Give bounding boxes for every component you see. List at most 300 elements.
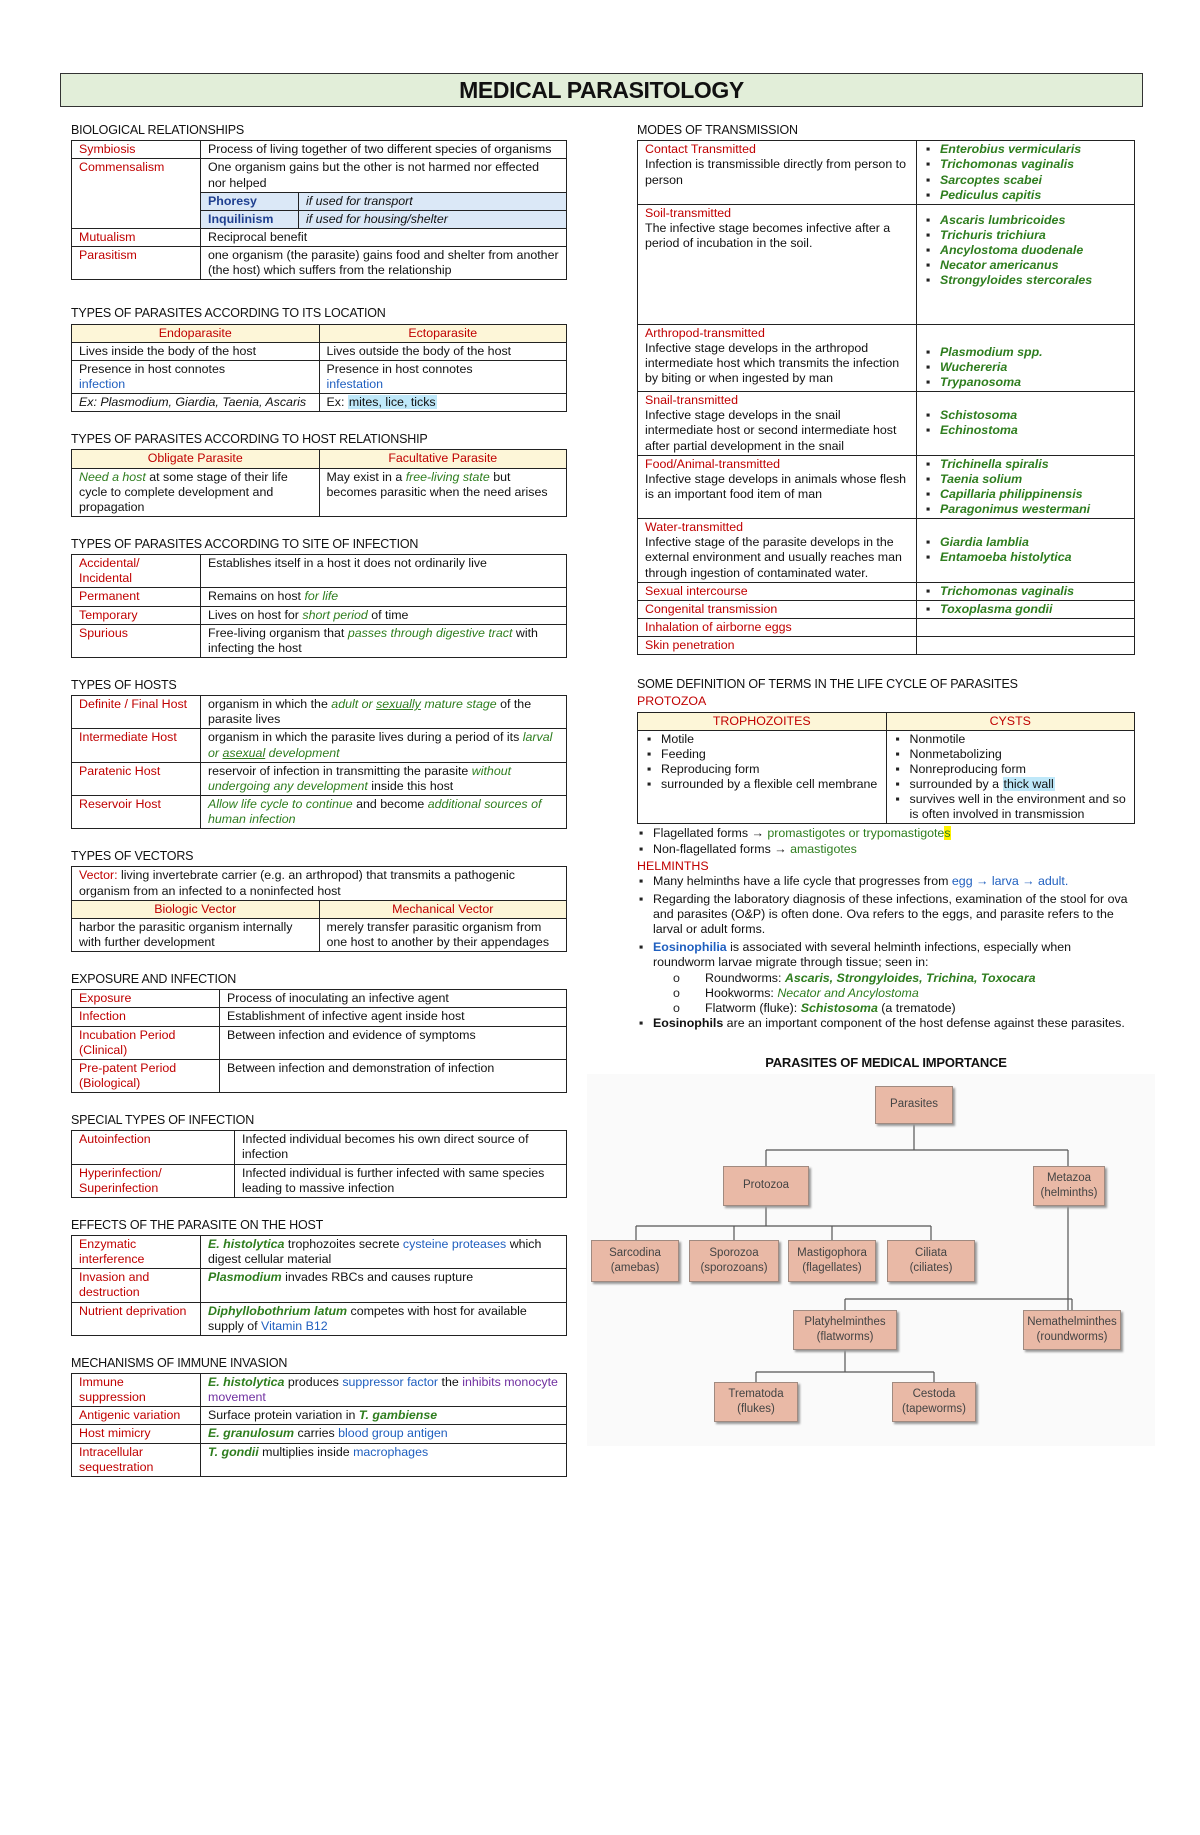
mode-cell [638, 204, 917, 324]
definition [201, 588, 567, 606]
mode-cell [638, 455, 917, 519]
text: Eosinophilia [653, 940, 727, 955]
text: asexual [222, 745, 266, 760]
column-header: TROPHOZOITES [638, 712, 887, 730]
term: Pre-patent Period (Biological) [72, 1059, 220, 1092]
cell [886, 730, 1135, 824]
text: Vector: [79, 868, 118, 883]
mode-term: Snail-transmitted [645, 393, 738, 408]
text: infestation [326, 376, 383, 391]
text: Free-living organism that [208, 625, 345, 640]
text: cysteine proteases [402, 1237, 507, 1251]
text: trophozoites secrete [287, 1237, 400, 1251]
text: Ascaris, Strongyloides, Trichina, Toxocara [784, 970, 1036, 985]
organism: ▪ Toxoplasma gondii [924, 602, 1127, 617]
forms-list [637, 826, 1135, 856]
node-label: Parasites [890, 1098, 938, 1111]
mode-term: Soil-transmitted [645, 205, 732, 220]
term: Autoinfection [72, 1131, 235, 1164]
text: infection [79, 376, 126, 391]
cell: Ex: Plasmodium, Giardia, Taenia, Ascaris [72, 394, 320, 412]
text: Presence in host connotes [326, 361, 473, 376]
text: Eosinophils [653, 1015, 724, 1030]
organism: ▪ Ancylostoma duodenale [924, 243, 1127, 258]
text: T. gambiense [358, 1408, 438, 1423]
column-header: Obligate Parasite [72, 450, 320, 468]
node-parasites [875, 1086, 953, 1124]
mode-term: Food/Animal-transmitted [645, 456, 780, 471]
mode-term: Skin penetration [638, 637, 917, 655]
section-heading: MECHANISMS OF IMMUNE INVASION [71, 1355, 288, 1370]
column-header: Facultative Parasite [319, 450, 567, 468]
list-item: ▪ survives well in the environment and so is often involved in transmission [894, 792, 1128, 822]
term: Symbiosis [72, 141, 201, 159]
modes-of-transmission-table [637, 140, 1135, 655]
definition: Infected individual becomes his own direct source of infection [235, 1131, 567, 1164]
helminth-list [637, 874, 1135, 1031]
node-label: (flukes) [737, 1402, 775, 1415]
mode-def: The infective stage becomes infective after a period of incubation in the soil. [645, 220, 891, 250]
term: Accidental/ Incidental [72, 555, 201, 588]
node-label: Mastigophora [797, 1246, 867, 1259]
text: (a trematode) [881, 1000, 956, 1015]
subheading: PROTOZOA [637, 694, 707, 709]
organism-cell [917, 204, 1135, 324]
text: free-living state [405, 469, 490, 484]
text: but becomes parasitic when the need arises [326, 469, 548, 499]
organism: ▪ Ascaris lumbricoides [924, 213, 1127, 228]
definition [201, 606, 567, 624]
section-heading: MODES OF TRANSMISSION [637, 123, 798, 137]
organism-cell [917, 637, 1135, 655]
definition [201, 1236, 567, 1269]
text: development [268, 745, 340, 760]
cell [319, 360, 567, 393]
text: May exist in a [326, 469, 403, 484]
definition [201, 1269, 567, 1302]
text: Need a host [79, 469, 146, 484]
text: produces [287, 1375, 339, 1389]
node-label: (tapeworms) [902, 1402, 966, 1415]
node-label: (flagellates) [802, 1261, 862, 1274]
definition: Establishment of infective agent inside host [220, 1008, 567, 1026]
term: Permanent [72, 588, 201, 606]
cell [638, 730, 887, 824]
section-heading: EXPOSURE AND INFECTION [71, 972, 237, 986]
text: reservoir of infection in transmitting the parasite [208, 763, 469, 778]
text: amastigotes [790, 841, 857, 856]
list-item: ▪ Feeding [645, 747, 879, 762]
organism: ▪ Schistosoma [924, 408, 1127, 423]
column-header: CYSTS [886, 712, 1135, 730]
node-trematoda [714, 1382, 798, 1422]
cell [72, 360, 320, 393]
text: inside this host [371, 778, 454, 793]
text: Schistosoma [800, 1000, 878, 1015]
text: E. histolytica [208, 1375, 285, 1389]
definition [201, 1407, 567, 1425]
special-infection-table [71, 1130, 567, 1198]
text: T. gondii [208, 1444, 259, 1459]
term: Reservoir Host [72, 795, 201, 828]
organism: ▪ Plasmodium spp. [924, 345, 1127, 360]
node-cestoda [892, 1382, 976, 1422]
term: Nutrient deprivation [72, 1302, 201, 1335]
text: Allow life cycle to continue [208, 796, 353, 811]
biological-relationships-table [71, 140, 567, 280]
organism: ▪ Trypanosoma [924, 375, 1127, 390]
organism: ▪ Trichinella spiralis [924, 457, 1127, 472]
definition: Process of inoculating an infective agent [220, 990, 567, 1008]
text: for life [304, 589, 339, 604]
section-heading: TYPES OF PARASITES ACCORDING TO HOST RELATIONSHIP [71, 432, 428, 447]
organism: ▪ Strongyloides stercorales [924, 273, 1127, 288]
term: Antigenic variation [72, 1407, 201, 1425]
definition: One organism gains but the other is not harmed nor effected nor helped [201, 159, 567, 192]
organism-cell [917, 455, 1135, 519]
text: with infecting the host [208, 625, 538, 655]
cell [72, 867, 567, 900]
page-title: MEDICAL PARASITOLOGY [60, 73, 1143, 107]
organism-cell [917, 324, 1135, 391]
organism-list [924, 602, 1127, 617]
mode-term: Congenital transmission [638, 600, 917, 618]
definition: Establishes itself in a host it does not ordinarily live [201, 555, 567, 588]
text: organism in which the [208, 697, 328, 712]
mode-def: Infective stage develops in animals whose flesh is an important food item of man [645, 471, 907, 501]
mode-term: Contact Transmitted [645, 142, 756, 157]
term: Immune suppression [72, 1374, 201, 1407]
list-item [673, 986, 1135, 1001]
column-header: Endoparasite [72, 324, 320, 342]
definition: if used for transport [299, 192, 567, 210]
node-label: Nemathelminthes [1027, 1315, 1117, 1328]
list-item [637, 1016, 1135, 1031]
organism: ▪ Enterobius vermicularis [924, 142, 1127, 157]
list-item: ▪ Nonmetabolizing [894, 747, 1128, 762]
organism: ▪ Trichomonas vaginalis [924, 584, 1127, 599]
node-label: (flatworms) [816, 1330, 874, 1343]
organism-cell [917, 582, 1135, 600]
immune-invasion-table [71, 1373, 567, 1477]
definition [201, 624, 567, 657]
cell: harbor the parasitic organism internally with further development [72, 918, 320, 951]
section-heading: EFFECTS OF THE PARASITE ON THE HOST [71, 1217, 324, 1232]
text: egg → larva → adult. [951, 873, 1069, 888]
node-label: Sporozoa [709, 1246, 759, 1259]
text: Flatworm (fluke): [705, 1000, 798, 1015]
term: Paratenic Host [72, 762, 201, 795]
term: Temporary [72, 606, 201, 624]
text: suppressor factor [342, 1375, 439, 1389]
text: living invertebrate carrier (e.g. an arthropod) that transmits a pathogenic organism from an infected to a noninfected host [79, 868, 515, 898]
list-item: ▪ Reproducing form [645, 762, 879, 777]
definition: one organism (the parasite) gains food and shelter from another (the host) which suffers from the relationship [201, 247, 567, 280]
text: Hookworms: [705, 985, 774, 1000]
list-item: ▪ Nonmotile [894, 732, 1128, 747]
organism-cell [917, 600, 1135, 618]
organism-list [924, 142, 1127, 203]
organism-list [924, 345, 1127, 390]
organism: ▪ Echinostoma [924, 423, 1127, 438]
organism-cell [917, 141, 1135, 205]
mode-cell [638, 324, 917, 391]
text: multiplies inside [262, 1444, 350, 1459]
text: of the parasite lives [208, 697, 532, 727]
organism: ▪ Entamoeba histolytica [924, 550, 1127, 565]
mode-cell [638, 519, 917, 583]
classification-diagram [587, 1074, 1155, 1446]
location-table [71, 324, 567, 413]
text: larval or [208, 730, 553, 760]
text: Vitamin B12 [261, 1318, 328, 1333]
term: Hyperinfection/ Superinfection [72, 1164, 235, 1197]
node-label: (roundworms) [1036, 1330, 1108, 1343]
text: inhibits monocyte movement [208, 1375, 558, 1405]
sublist [653, 971, 1135, 1016]
list-item [637, 842, 1135, 857]
text: mature stage [424, 697, 497, 712]
term: Enzymatic interference [72, 1236, 201, 1269]
list-item [673, 971, 1135, 986]
organism-list [924, 584, 1127, 599]
organism-cell [917, 519, 1135, 583]
text: and become [356, 796, 425, 811]
term: Spurious [72, 624, 201, 657]
definition [201, 762, 567, 795]
text: Presence in host connotes [79, 361, 226, 376]
text: Diphyllobothrium latum [208, 1303, 348, 1318]
node-label: Trematoda [728, 1387, 784, 1400]
section-heading: TYPES OF PARASITES ACCORDING TO ITS LOCATION [71, 306, 386, 321]
mode-term: Inhalation of airborne eggs [638, 618, 917, 636]
hosts-table [71, 695, 567, 829]
text: at some stage of their life cycle to complete development and propagation [79, 469, 288, 514]
text: of time [371, 607, 409, 622]
organism: ▪ Sarcoptes scabei [924, 173, 1127, 188]
definition [201, 696, 567, 729]
text: competes with host for available supply of [208, 1303, 527, 1333]
text: invades RBCs and causes rupture [285, 1270, 474, 1285]
section-heading: SOME DEFINITION OF TERMS IN THE LIFE CYCLE OF PARASITES [637, 677, 1018, 692]
mode-def: Infective stage develops in the snail intermediate host or second intermediate host after partial development in the snail [645, 408, 897, 453]
node-label: Ciliata [915, 1246, 947, 1259]
list-item: ▪ surrounded by a flexible cell membrane [645, 777, 879, 792]
node-protozoa [723, 1166, 809, 1206]
text: Non-flagellated forms → [653, 841, 787, 856]
node-sarcodina [591, 1240, 679, 1282]
text: surrounded by a [909, 777, 1000, 791]
term: Phoresy [201, 192, 299, 210]
text: E. histolytica [208, 1237, 285, 1251]
vectors-table [71, 866, 567, 952]
text: Plasmodium [208, 1270, 282, 1285]
list-item [637, 826, 1135, 841]
text: Roundworms: [705, 970, 782, 985]
text: macrophages [353, 1444, 429, 1459]
organism: ▪ Pediculus capitis [924, 188, 1127, 203]
list-item: ▪ Regarding the laboratory diagnosis of these infections, examination of the stool for ova and parasites (O&P) is often done. Ova refers to the eggs, and parasite refers to the larval or adult forms. [637, 892, 1135, 937]
organism: ▪ Trichuris trichiura [924, 228, 1127, 243]
organism: ▪ Taenia solium [924, 472, 1127, 487]
mode-term: Sexual intercourse [638, 582, 917, 600]
text: passes through digestive tract [347, 625, 513, 640]
section-heading: TYPES OF HOSTS [71, 677, 177, 692]
definition [201, 1443, 567, 1476]
text: sexually [376, 697, 421, 712]
node-label: Sarcodina [609, 1246, 661, 1259]
text: without undergoing any development [208, 763, 512, 793]
term: Parasitism [72, 247, 201, 280]
definition: Reciprocal benefit [201, 228, 567, 246]
mode-term: Arthropod-transmitted [645, 325, 765, 340]
exposure-table [71, 989, 567, 1093]
term: Intermediate Host [72, 729, 201, 762]
text: adult or [331, 697, 373, 712]
definition [201, 1425, 567, 1443]
text: the [441, 1375, 459, 1389]
node-label: Cestoda [912, 1387, 956, 1400]
text: carries [297, 1426, 335, 1441]
host-relationship-table [71, 449, 567, 517]
effects-table [71, 1235, 567, 1336]
definition: Between infection and evidence of symptoms [220, 1026, 567, 1059]
cell: Lives outside the body of the host [319, 342, 567, 360]
text: are an important component of the host defense against these parasites. [726, 1015, 1125, 1030]
list-item: ▪ Motile [645, 732, 879, 747]
definition [201, 729, 567, 762]
definition: Process of living together of two different species of organisms [201, 141, 567, 159]
term: Mutualism [72, 228, 201, 246]
list-item: ▪ Nonreproducing form [894, 762, 1128, 777]
cell: merely transfer parasitic organism from one host to another by their appendages [319, 918, 567, 951]
organism-list [924, 535, 1127, 565]
text: is associated with several helminth infections, especially when roundworm larvae migrate through tissue; seen in: [653, 940, 1072, 970]
organism-list [924, 457, 1127, 518]
protozoa-table [637, 712, 1135, 825]
column-header: Mechanical Vector [319, 900, 567, 918]
text: which digest cellular material [208, 1237, 542, 1267]
cell: Lives inside the body of the host [72, 342, 320, 360]
node-label: Platyhelminthes [804, 1315, 886, 1328]
definition [201, 1374, 567, 1407]
trophozoite-list [645, 732, 879, 793]
term: Exposure [72, 990, 220, 1008]
diagram-title: PARASITES OF MEDICAL IMPORTANCE [765, 1055, 1007, 1070]
mode-cell [638, 392, 917, 456]
node-nemathelminthes [1023, 1310, 1121, 1350]
cell [319, 394, 567, 412]
cell [319, 468, 567, 516]
term: Definite / Final Host [72, 696, 201, 729]
organism: ▪ Trichomonas vaginalis [924, 157, 1127, 172]
list-item [673, 1001, 1135, 1016]
definition: if used for housing/shelter [299, 210, 567, 228]
node-sporozoa [689, 1240, 779, 1282]
site-table [71, 554, 567, 658]
term: Invasion and destruction [72, 1269, 201, 1302]
node-label: (sporozoans) [700, 1261, 768, 1274]
text: blood group antigen [338, 1426, 448, 1441]
highlight: mites, lice, ticks [348, 395, 436, 409]
node-ciliata [887, 1240, 975, 1282]
list-item [637, 940, 1135, 1016]
organism: ▪ Capillaria philippinensis [924, 487, 1127, 502]
highlight: thick wall [1003, 777, 1054, 791]
definition: Between infection and demonstration of infection [220, 1059, 567, 1092]
cyst-list [894, 732, 1128, 823]
node-label: (ciliates) [909, 1261, 953, 1274]
text: Ex: [326, 395, 345, 409]
left-column [71, 123, 567, 1477]
text: Remains on host [208, 589, 301, 604]
column-header: Biologic Vector [72, 900, 320, 918]
node-metazoa [1033, 1166, 1105, 1206]
term: Host mimicry [72, 1425, 201, 1443]
term: Inquilinism [201, 210, 299, 228]
definition: Infected individual is further infected with same species leading to massive infection [235, 1164, 567, 1197]
cell [72, 468, 320, 516]
node-label: (amebas) [610, 1261, 660, 1274]
term: Intracellular sequestration [72, 1443, 201, 1476]
organism: ▪ Paragonimus westermani [924, 502, 1127, 517]
text: promastigotes or trypomastigote [767, 826, 945, 841]
text: Many helminths have a life cycle that progresses from [653, 873, 949, 888]
term: Infection [72, 1008, 220, 1026]
node-label: Metazoa [1046, 1171, 1092, 1184]
organism-cell [917, 392, 1135, 456]
definition [201, 795, 567, 828]
node-mastigophora [788, 1240, 876, 1282]
mode-def: Infective stage of the parasite develops in the external environment and usually reaches man through ingestion of contaminated water. [645, 535, 902, 580]
text: Surface protein variation in [208, 1408, 356, 1423]
text: short period [302, 607, 368, 622]
node-label: (helminths) [1040, 1186, 1098, 1199]
mode-cell [638, 141, 917, 205]
right-column [609, 123, 1135, 1446]
subheading: HELMINTHS [637, 858, 709, 873]
column-header: Ectoparasite [319, 324, 567, 342]
mode-def: Infective stage develops in the arthropod intermediate host which transmits the infection by biting or when ingested by man [645, 340, 900, 386]
definition [201, 1302, 567, 1335]
node-platyhelminthes [793, 1310, 897, 1350]
text: Lives on host for [208, 607, 299, 622]
organism: ▪ Giardia lamblia [924, 535, 1127, 550]
section-heading: BIOLOGICAL RELATIONSHIPS [71, 123, 245, 137]
section-heading: SPECIAL TYPES OF INFECTION [71, 1113, 255, 1127]
text: Necator and Ancylostoma [777, 985, 919, 1000]
section-heading: TYPES OF VECTORS [71, 849, 194, 864]
section-heading: TYPES OF PARASITES ACCORDING TO SITE OF INFECTION [71, 536, 419, 551]
organism: ▪ Wuchereria [924, 360, 1127, 375]
highlight: s [944, 826, 951, 841]
text: organism in which the parasite lives during a period of its [208, 730, 520, 745]
list-item [637, 874, 1135, 889]
term: Commensalism [72, 159, 201, 229]
organism-list [924, 213, 1127, 289]
mode-def: Infection is transmissible directly from person to person [645, 157, 906, 187]
organism-list [924, 408, 1127, 438]
text: Flagellated forms → [653, 826, 764, 841]
node-label: Protozoa [742, 1179, 790, 1192]
mode-term: Water-transmitted [645, 520, 743, 535]
organism-cell [917, 618, 1135, 636]
text: additional sources of human infection [208, 796, 542, 826]
term: Incubation Period (Clinical) [72, 1026, 220, 1059]
text: E. granulosum [208, 1426, 295, 1441]
organism: ▪ Necator americanus [924, 258, 1127, 273]
list-item [894, 777, 1128, 792]
